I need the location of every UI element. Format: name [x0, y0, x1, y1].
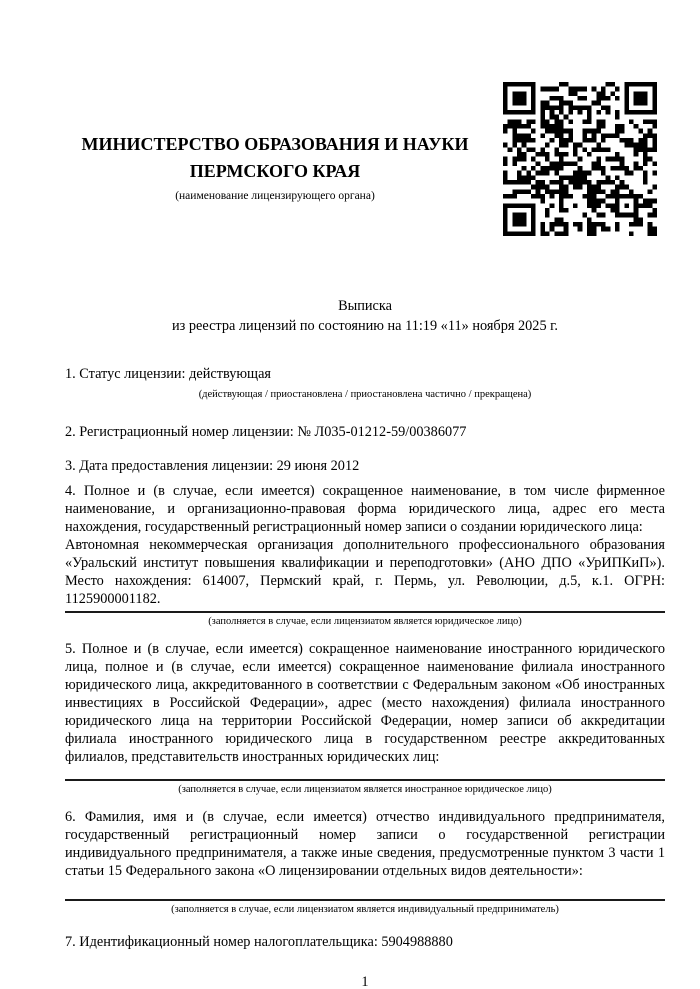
legal-entity-caption: (заполняется в случае, если лицензиатом является юридическое лицо) — [208, 616, 522, 627]
fill-line-rule — [65, 899, 665, 901]
foreign-entity-caption: (заполняется в случае, если лицензиатом является иностранное юридическое лицо) — [178, 784, 552, 795]
legal-entity-value: Автономная некоммерческая организация дополнительного профессионального образования «Уральский институт повышения квалификации и переподготовки» (АНО ДПО «УрИПКиП»). Место нахождения: 614007, Пермский край, г. Пермь, ул. Революции, д.5, к.1. ОГРН: 1125900001182. — [65, 537, 665, 607]
document-title-line1: Выписка — [338, 298, 392, 314]
qr-code-icon — [503, 82, 657, 236]
blank-fill-area — [65, 766, 665, 776]
page-number: 1 — [361, 974, 369, 989]
ministry-caption: (наименование лицензирующего органа) — [175, 190, 375, 202]
ministry-name-line2: ПЕРМСКОГО КРАЯ — [189, 161, 361, 181]
field-license-status — [65, 365, 665, 402]
field-individual-entrepreneur — [65, 808, 665, 917]
ministry-header — [66, 131, 484, 204]
registration-number-line: 2. Регистрационный номер лицензии: № Л035-01212-59/00386077 — [65, 424, 467, 440]
field-grant-date — [65, 457, 665, 476]
license-status-line: 1. Статус лицензии: действующая — [65, 366, 271, 382]
document-title — [65, 297, 665, 336]
field-foreign-entity — [65, 640, 665, 797]
blank-fill-area — [65, 880, 665, 896]
document-body — [65, 365, 665, 989]
fill-line-rule — [65, 779, 665, 781]
legal-entity-clause: 4. Полное и (в случае, если имеется) сокращенное наименование, в том числе фирменное наименование, и организационно-правовая форма юридического лица, адрес его места нахождения, государственный регистрационный номер записи о создании юридического лица: — [65, 483, 665, 535]
field-legal-entity — [65, 482, 665, 629]
taxpayer-number-line: 7. Идентификационный номер налогоплательщика: 5904988880 — [65, 934, 453, 950]
fill-line-rule — [65, 611, 665, 613]
field-registration-number — [65, 423, 665, 442]
foreign-entity-clause: 5. Полное и (в случае, если имеется) сокращенное наименование иностранного юридического лица, полное и (в случае, если имеется) сокращенное наименование филиала иностранного юридического лица, аккредитованного в соответствии с Федеральным законом «Об иностранных инвестициях в Российской Федерации», адрес (место нахождения) филиала иностранного юридического лица на территории Российской Федерации, номер записи об аккредитации филиала иностранного юридического лица в государственном реестре аккредитованных филиалов, представительств иностранных юридических лиц: — [65, 641, 665, 765]
grant-date-line: 3. Дата предоставления лицензии: 29 июня 2012 — [65, 458, 360, 474]
document-title-line2: из реестра лицензий по состоянию на 11:19 «11» ноября 2025 г. — [172, 317, 558, 334]
field-taxpayer-number — [65, 933, 665, 952]
individual-entrepreneur-clause: 6. Фамилия, имя и (в случае, если имеется) отчество индивидуального предпринимателя, государственный регистрационный номер записи о государственной регистрации индивидуального предпринимателя, а также иные сведения, предусмотренные пунктом 3 части 1 статьи 15 Федерального закона «О лицензировании отдельных видов деятельности»: — [65, 809, 665, 879]
status-variants-caption: (действующая / приостановлена / приостановлена частично / прекращена) — [198, 389, 532, 400]
individual-entrepreneur-caption: (заполняется в случае, если лицензиатом является индивидуальный предприниматель) — [171, 904, 559, 915]
ministry-name-line1: МИНИСТЕРСТВО ОБРАЗОВАНИЯ И НАУКИ — [81, 134, 469, 154]
